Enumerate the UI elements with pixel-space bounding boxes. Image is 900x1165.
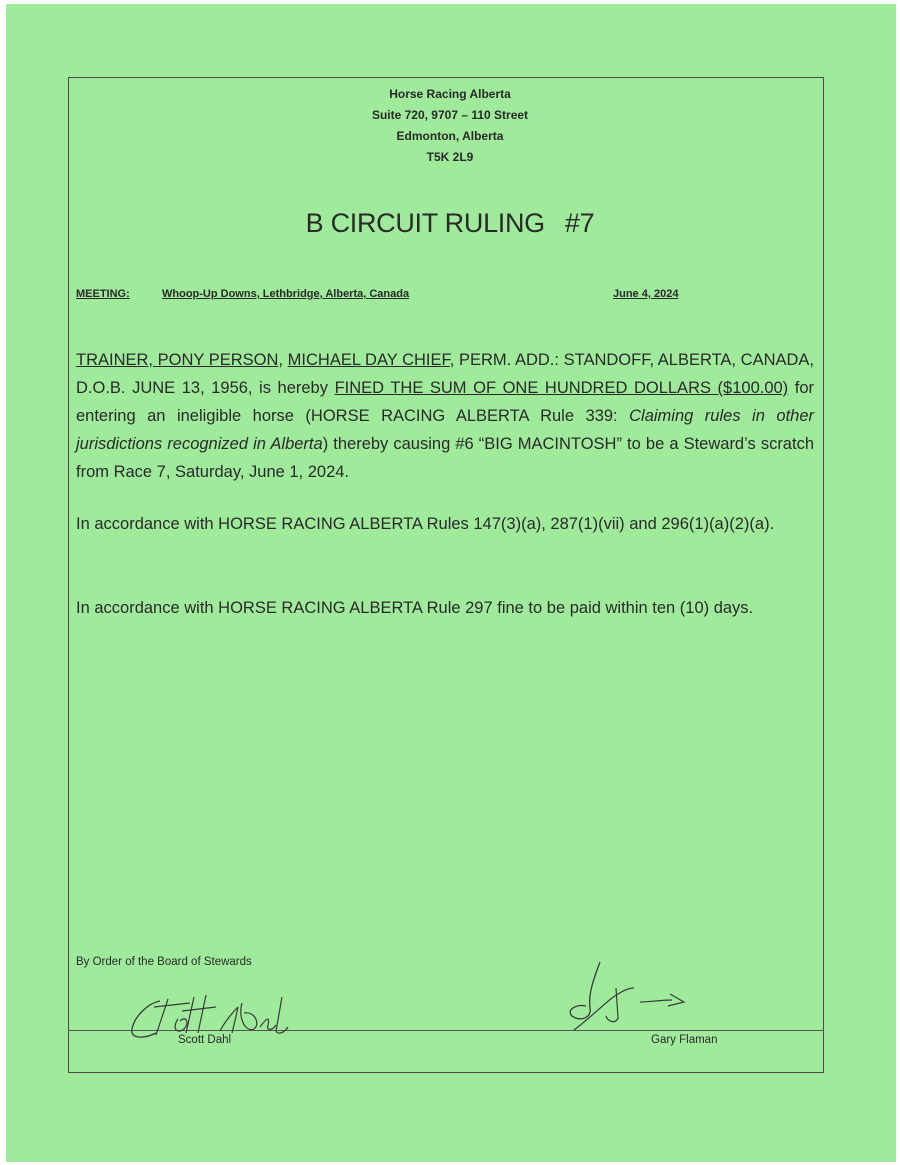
trainer-details: , PERM. ADD.: STANDOFF, ALBERTA, CANADA, D.O.B. JUNE 13, 1956, is hereby xyxy=(76,351,814,397)
rule-description: Claiming rules in other jurisdictions recognized in Alberta xyxy=(76,407,814,453)
meeting-label: MEETING: xyxy=(76,288,130,300)
order-statement: By Order of the Board of Stewards xyxy=(76,956,252,968)
meeting-date: June 4, 2024 xyxy=(613,288,679,300)
ruling-text-2: ) thereby causing #6 “BIG MACINTOSH” to be a Steward’s scratch from Race 7, Saturday, June 1, 2024. xyxy=(76,435,814,481)
ruling-paragraph xyxy=(76,346,814,486)
ruling-title-text: B CIRCUIT RULING xyxy=(305,208,545,238)
ruling-number: #7 xyxy=(564,208,595,238)
fine-amount: FINED THE SUM OF ONE HUNDRED DOLLARS ($100.00) xyxy=(334,379,789,397)
meeting-venue: Whoop-Up Downs, Lethbridge, Alberta, Canada xyxy=(162,288,410,300)
gary-flaman-signature xyxy=(560,958,710,1038)
organization-name: Horse Racing Alberta xyxy=(389,87,511,101)
trainer-role: TRAINER, PONY PERSON xyxy=(76,351,279,369)
letterhead xyxy=(0,84,900,168)
payment-terms-paragraph: In accordance with HORSE RACING ALBERTA Rule 297 fine to be paid within ten (10) days. xyxy=(76,599,754,617)
steward-2-name: Gary Flaman xyxy=(651,1034,718,1046)
address-line-2: Edmonton, Alberta xyxy=(396,129,504,143)
separator: , xyxy=(278,351,288,369)
steward-1-name: Scott Dahl xyxy=(178,1034,232,1046)
accordance-rules-paragraph: In accordance with HORSE RACING ALBERTA Rules 147(3)(a), 287(1)(vii) and 296(1)(a)(2)(a). xyxy=(76,515,775,533)
postal-code: T5K 2L9 xyxy=(426,150,474,164)
ruling-text-1: for entering an ineligible horse (HORSE RACING ALBERTA Rule 339: xyxy=(76,379,815,425)
ruling-title xyxy=(0,208,900,239)
address-line-1: Suite 720, 9707 – 110 Street xyxy=(371,108,529,122)
trainer-name: MICHAEL DAY CHIEF xyxy=(287,351,450,369)
